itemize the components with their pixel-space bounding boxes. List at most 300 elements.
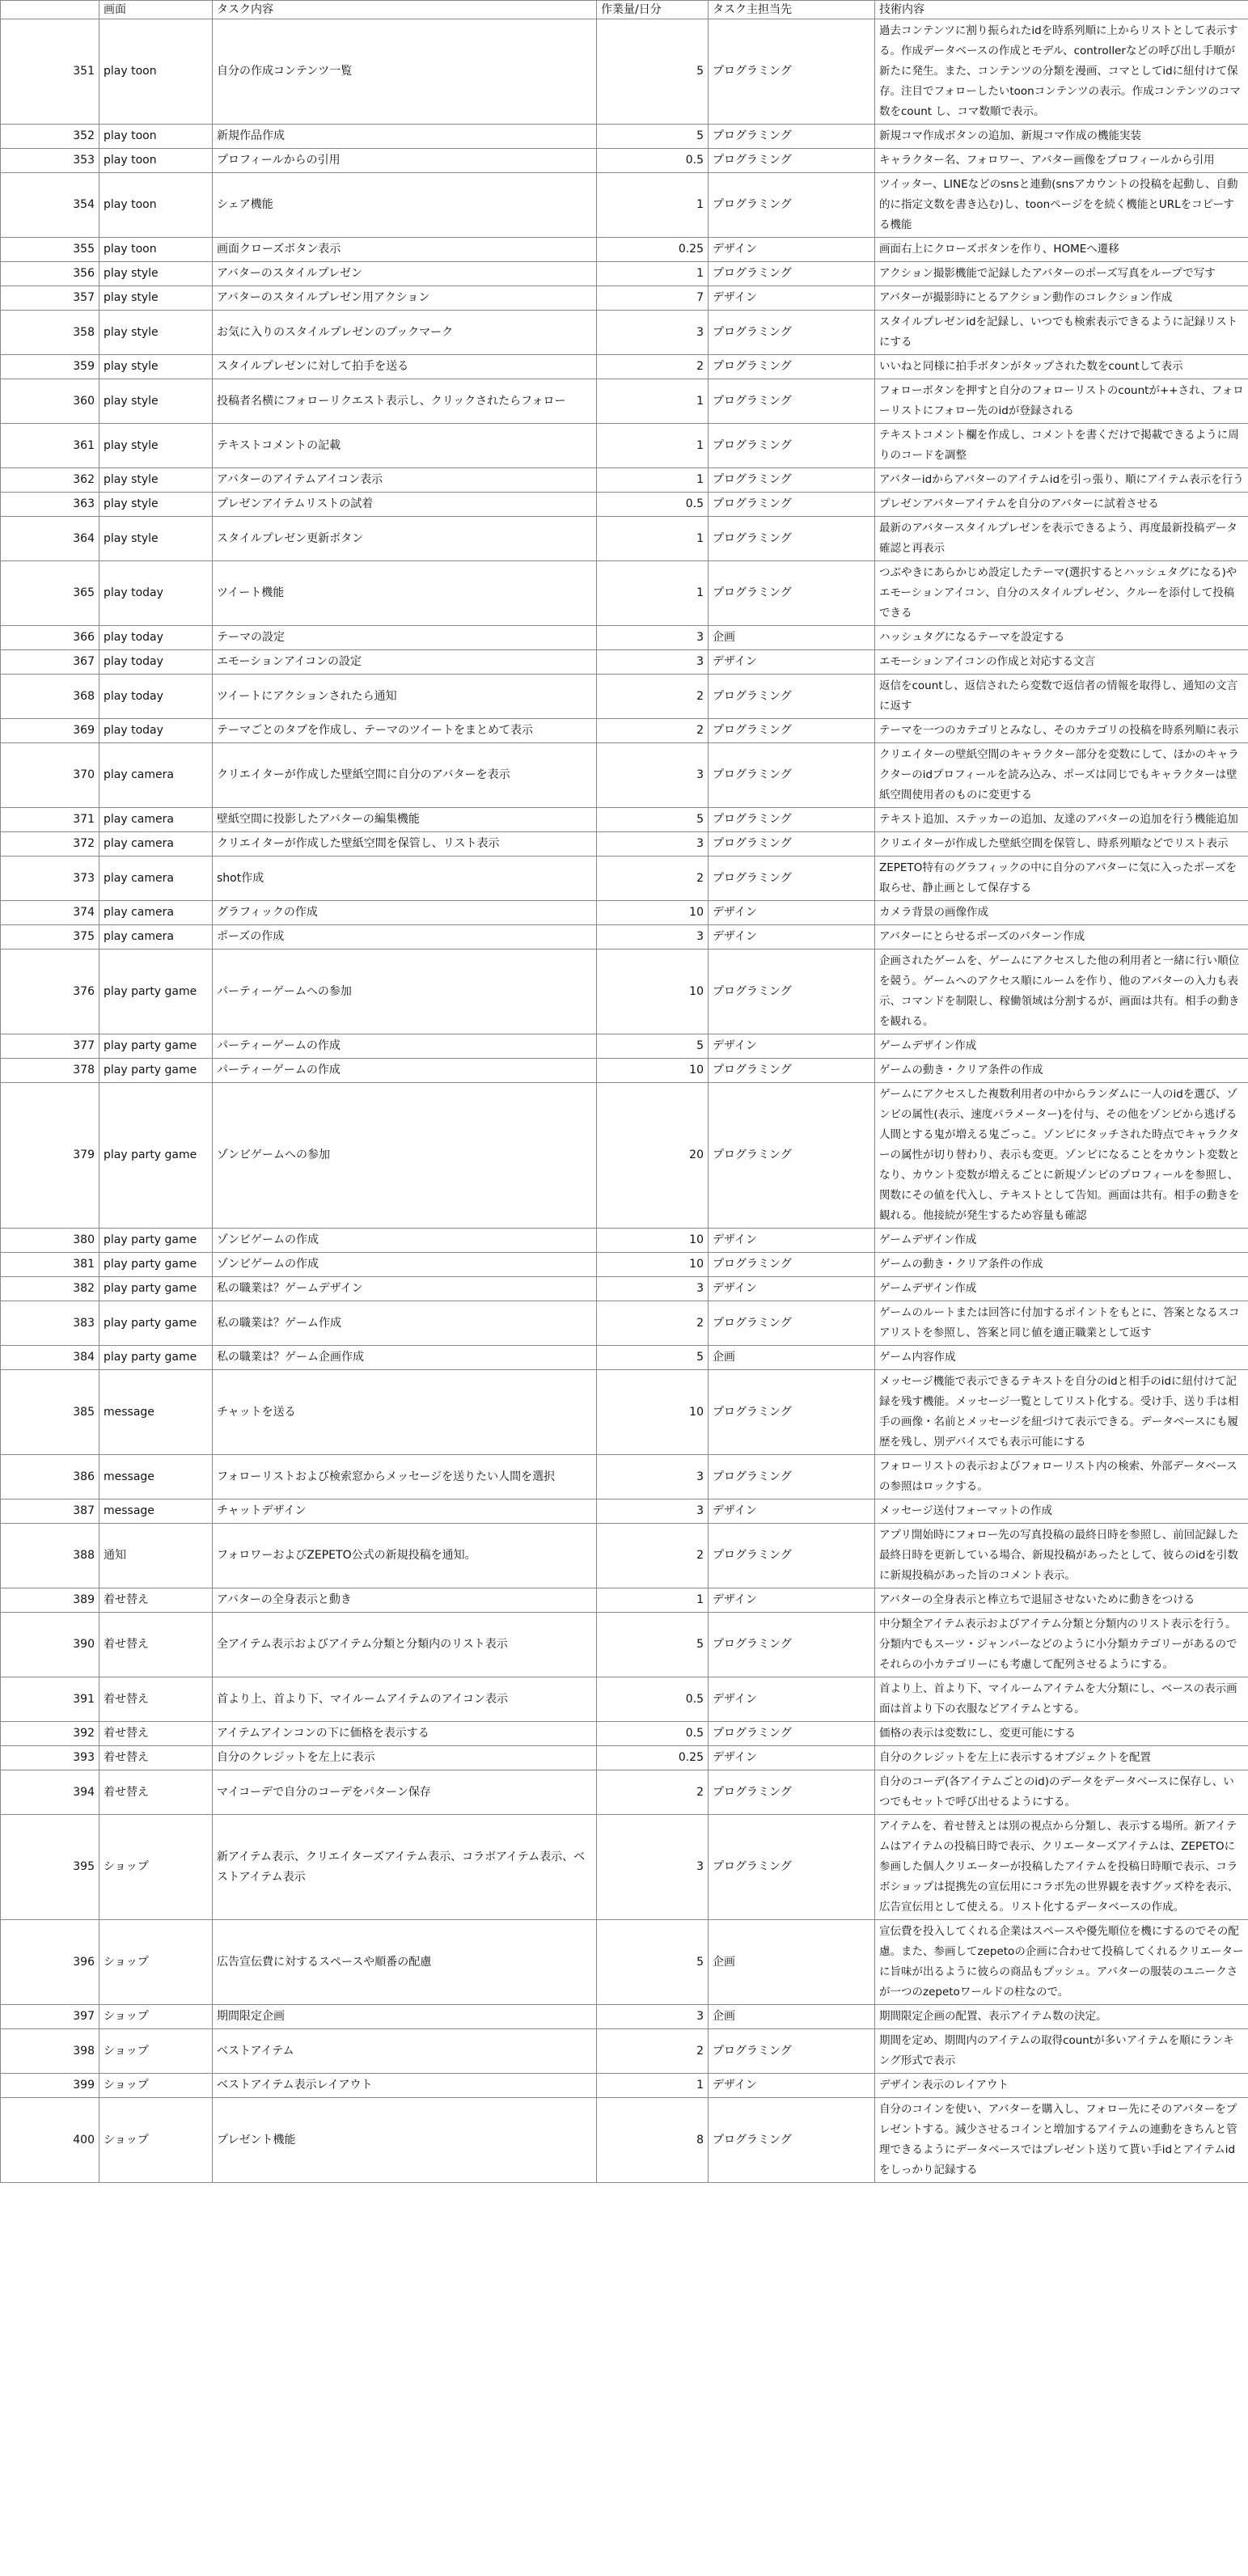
- cell-tech[interactable]: アバターが撮影時にとるアクション動作のコレクション作成: [875, 286, 1248, 311]
- cell-task[interactable]: ベストアイテム: [213, 2029, 597, 2074]
- cell-owner[interactable]: プログラミング: [709, 1524, 875, 1588]
- header-screen[interactable]: 画面: [99, 1, 213, 19]
- cell-screen[interactable]: play style: [99, 262, 213, 286]
- cell-screen[interactable]: play party game: [99, 1346, 213, 1370]
- cell-tech[interactable]: 価格の表示は変数にし、変更可能にする: [875, 1722, 1248, 1746]
- cell-volume[interactable]: 2: [597, 1770, 709, 1815]
- cell-tech[interactable]: 自分のコーデ(各アイテムごとのid)のデータをデータベースに保存し、いつでもセットで呼び出せるようにする。: [875, 1770, 1248, 1815]
- cell-volume[interactable]: 3: [597, 925, 709, 950]
- cell-task[interactable]: チャットデザイン: [213, 1499, 597, 1524]
- cell-task[interactable]: シェア機能: [213, 173, 597, 238]
- cell-owner[interactable]: プログラミング: [709, 675, 875, 719]
- cell-volume[interactable]: 3: [597, 1499, 709, 1524]
- cell-row-number[interactable]: 355: [1, 238, 99, 262]
- cell-row-number[interactable]: 375: [1, 925, 99, 950]
- cell-volume[interactable]: 0.5: [597, 1722, 709, 1746]
- cell-task[interactable]: 広告宣伝費に対するスペースや順番の配慮: [213, 1920, 597, 2005]
- cell-screen[interactable]: ショップ: [99, 2029, 213, 2074]
- cell-owner[interactable]: プログラミング: [709, 424, 875, 468]
- cell-owner[interactable]: プログラミング: [709, 1059, 875, 1083]
- cell-screen[interactable]: play today: [99, 626, 213, 650]
- header-tech[interactable]: 技術内容: [875, 1, 1248, 19]
- cell-task[interactable]: ゾンビゲームの作成: [213, 1229, 597, 1253]
- cell-volume[interactable]: 1: [597, 173, 709, 238]
- cell-owner[interactable]: デザイン: [709, 2074, 875, 2098]
- cell-tech[interactable]: 過去コンテンツに割り振られたidを時系列順に上からリストとして表示する。作成データベースの作成とモデル、controllerなどの呼び出し手順が新たに発生。また、コンテンツの分類を漫画、コマとしてidに紐付けて保存。注目でフォローしたいtoonコンテンツの表示。作成コンテンツのコマ数をcount し、コマ数順で表示。: [875, 19, 1248, 125]
- cell-volume[interactable]: 1: [597, 262, 709, 286]
- cell-row-number[interactable]: 363: [1, 493, 99, 517]
- cell-owner[interactable]: プログラミング: [709, 950, 875, 1034]
- cell-volume[interactable]: 3: [597, 1277, 709, 1301]
- cell-task[interactable]: パーティーゲームの作成: [213, 1034, 597, 1059]
- cell-volume[interactable]: 7: [597, 286, 709, 311]
- cell-tech[interactable]: テキスト追加、ステッカーの追加、友達のアバターの追加を行う機能追加: [875, 808, 1248, 832]
- cell-task[interactable]: ベストアイテム表示レイアウト: [213, 2074, 597, 2098]
- cell-task[interactable]: ポーズの作成: [213, 925, 597, 950]
- cell-owner[interactable]: デザイン: [709, 286, 875, 311]
- cell-tech[interactable]: テーマを一つのカテゴリとみなし、そのカテゴリの投稿を時系列順に表示: [875, 719, 1248, 743]
- cell-tech[interactable]: アバターidからアバターのアイテムidを引っ張り、順にアイテム表示を行う: [875, 468, 1248, 493]
- cell-tech[interactable]: 最新のアバタースタイルプレゼンを表示できるよう、再度最新投稿データ確認と再表示: [875, 517, 1248, 561]
- cell-screen[interactable]: play toon: [99, 125, 213, 149]
- cell-owner[interactable]: プログラミング: [709, 1370, 875, 1455]
- cell-tech[interactable]: メッセージ送付フォーマットの作成: [875, 1499, 1248, 1524]
- cell-tech[interactable]: 首より上、首より下、マイルームアイテムを大分類にし、ベースの表示画面は首より下の衣服などアイテムとする。: [875, 1677, 1248, 1722]
- cell-owner[interactable]: プログラミング: [709, 1815, 875, 1920]
- cell-owner[interactable]: プログラミング: [709, 493, 875, 517]
- cell-volume[interactable]: 5: [597, 1346, 709, 1370]
- cell-volume[interactable]: 2: [597, 1301, 709, 1346]
- cell-row-number[interactable]: 396: [1, 1920, 99, 2005]
- cell-volume[interactable]: 3: [597, 311, 709, 355]
- cell-row-number[interactable]: 388: [1, 1524, 99, 1588]
- cell-screen[interactable]: 着せ替え: [99, 1677, 213, 1722]
- cell-row-number[interactable]: 361: [1, 424, 99, 468]
- cell-tech[interactable]: デザイン表示のレイアウト: [875, 2074, 1248, 2098]
- cell-screen[interactable]: play style: [99, 311, 213, 355]
- cell-row-number[interactable]: 359: [1, 355, 99, 379]
- cell-volume[interactable]: 5: [597, 125, 709, 149]
- cell-row-number[interactable]: 378: [1, 1059, 99, 1083]
- cell-screen[interactable]: play today: [99, 650, 213, 675]
- cell-row-number[interactable]: 354: [1, 173, 99, 238]
- cell-volume[interactable]: 10: [597, 1059, 709, 1083]
- cell-owner[interactable]: プログラミング: [709, 808, 875, 832]
- cell-task[interactable]: ゾンビゲームへの参加: [213, 1083, 597, 1229]
- cell-owner[interactable]: プログラミング: [709, 1613, 875, 1677]
- cell-owner[interactable]: プログラミング: [709, 517, 875, 561]
- cell-owner[interactable]: プログラミング: [709, 149, 875, 173]
- cell-screen[interactable]: message: [99, 1499, 213, 1524]
- cell-task[interactable]: 画面クローズボタン表示: [213, 238, 597, 262]
- cell-screen[interactable]: play camera: [99, 925, 213, 950]
- cell-tech[interactable]: ゲーム内容作成: [875, 1346, 1248, 1370]
- cell-volume[interactable]: 10: [597, 901, 709, 925]
- cell-task[interactable]: マイコーデで自分のコーデをパターン保存: [213, 1770, 597, 1815]
- cell-row-number[interactable]: 380: [1, 1229, 99, 1253]
- cell-row-number[interactable]: 389: [1, 1588, 99, 1613]
- cell-tech[interactable]: ゲームデザイン作成: [875, 1277, 1248, 1301]
- cell-screen[interactable]: 着せ替え: [99, 1722, 213, 1746]
- cell-screen[interactable]: play camera: [99, 832, 213, 857]
- cell-row-number[interactable]: 379: [1, 1083, 99, 1229]
- cell-owner[interactable]: プログラミング: [709, 719, 875, 743]
- cell-screen[interactable]: message: [99, 1455, 213, 1499]
- cell-owner[interactable]: 企画: [709, 626, 875, 650]
- cell-task[interactable]: プロフィールからの引用: [213, 149, 597, 173]
- cell-screen[interactable]: 着せ替え: [99, 1770, 213, 1815]
- cell-row-number[interactable]: 358: [1, 311, 99, 355]
- cell-volume[interactable]: 20: [597, 1083, 709, 1229]
- cell-screen[interactable]: play party game: [99, 1301, 213, 1346]
- cell-volume[interactable]: 5: [597, 1034, 709, 1059]
- cell-screen[interactable]: play today: [99, 719, 213, 743]
- cell-screen[interactable]: play camera: [99, 743, 213, 808]
- cell-volume[interactable]: 2: [597, 857, 709, 901]
- cell-screen[interactable]: play today: [99, 675, 213, 719]
- cell-volume[interactable]: 5: [597, 19, 709, 125]
- cell-volume[interactable]: 3: [597, 1815, 709, 1920]
- cell-tech[interactable]: ゲームのルートまたは回答に付加するポイントをもとに、答案となるスコアリストを参照し、答案と同じ値を適正職業として返す: [875, 1301, 1248, 1346]
- cell-row-number[interactable]: 397: [1, 2005, 99, 2029]
- cell-owner[interactable]: プログラミング: [709, 1722, 875, 1746]
- cell-screen[interactable]: play party game: [99, 1277, 213, 1301]
- cell-task[interactable]: 期間限定企画: [213, 2005, 597, 2029]
- cell-row-number[interactable]: 382: [1, 1277, 99, 1301]
- cell-task[interactable]: アイテムアインコンの下に価格を表示する: [213, 1722, 597, 1746]
- cell-task[interactable]: クリエイターが作成した壁紙空間に自分のアバターを表示: [213, 743, 597, 808]
- cell-owner[interactable]: 企画: [709, 1920, 875, 2005]
- cell-screen[interactable]: play camera: [99, 808, 213, 832]
- cell-screen[interactable]: ショップ: [99, 2005, 213, 2029]
- cell-owner[interactable]: デザイン: [709, 1677, 875, 1722]
- cell-owner[interactable]: デザイン: [709, 1746, 875, 1770]
- cell-screen[interactable]: play style: [99, 493, 213, 517]
- cell-tech[interactable]: いいねと同様に拍手ボタンがタップされた数をcountして表示: [875, 355, 1248, 379]
- cell-screen[interactable]: play today: [99, 561, 213, 626]
- cell-volume[interactable]: 1: [597, 379, 709, 424]
- cell-task[interactable]: 首より上、首より下、マイルームアイテムのアイコン表示: [213, 1677, 597, 1722]
- cell-row-number[interactable]: 356: [1, 262, 99, 286]
- cell-tech[interactable]: ゲームデザイン作成: [875, 1229, 1248, 1253]
- cell-volume[interactable]: 2: [597, 1524, 709, 1588]
- cell-tech[interactable]: ゲームデザイン作成: [875, 1034, 1248, 1059]
- cell-row-number[interactable]: 371: [1, 808, 99, 832]
- cell-volume[interactable]: 3: [597, 2005, 709, 2029]
- cell-owner[interactable]: プログラミング: [709, 1083, 875, 1229]
- cell-task[interactable]: 新規作品作成: [213, 125, 597, 149]
- cell-volume[interactable]: 3: [597, 743, 709, 808]
- cell-task[interactable]: スタイルプレゼン更新ボタン: [213, 517, 597, 561]
- cell-task[interactable]: プレゼント機能: [213, 2098, 597, 2183]
- cell-volume[interactable]: 3: [597, 626, 709, 650]
- cell-volume[interactable]: 1: [597, 1588, 709, 1613]
- cell-owner[interactable]: デザイン: [709, 901, 875, 925]
- cell-tech[interactable]: カメラ背景の画像作成: [875, 901, 1248, 925]
- cell-volume[interactable]: 5: [597, 1920, 709, 2005]
- cell-task[interactable]: テーマごとのタブを作成し、テーマのツイートをまとめて表示: [213, 719, 597, 743]
- cell-row-number[interactable]: 373: [1, 857, 99, 901]
- cell-task[interactable]: 私の職業は？ゲーム企画作成: [213, 1346, 597, 1370]
- cell-volume[interactable]: 1: [597, 517, 709, 561]
- cell-volume[interactable]: 3: [597, 1455, 709, 1499]
- cell-volume[interactable]: 1: [597, 561, 709, 626]
- cell-owner[interactable]: デザイン: [709, 1277, 875, 1301]
- cell-screen[interactable]: 着せ替え: [99, 1746, 213, 1770]
- cell-tech[interactable]: メッセージ機能で表示できるテキストを自分のidと相手のidに紐付けて記録を残す機能。メッセージ一覧としてリスト化する。受け手、送り手は相手の画像・名前とメッセージを紐づけて表示できる。データベースにも履歴を残し、別デバイスでも表示可能にする: [875, 1370, 1248, 1455]
- cell-task[interactable]: クリエイターが作成した壁紙空間を保管し、リスト表示: [213, 832, 597, 857]
- cell-screen[interactable]: 通知: [99, 1524, 213, 1588]
- cell-volume[interactable]: 3: [597, 650, 709, 675]
- cell-owner[interactable]: プログラミング: [709, 19, 875, 125]
- cell-tech[interactable]: 期間を定め、期間内のアイテムの取得countが多いアイテムを順にランキング形式で表示: [875, 2029, 1248, 2074]
- cell-row-number[interactable]: 385: [1, 1370, 99, 1455]
- cell-task[interactable]: 私の職業は？ゲーム作成: [213, 1301, 597, 1346]
- cell-tech[interactable]: 中分類全アイテム表示およびアイテム分類と分類内のリスト表示を行う。分類内でもスーツ・ジャンパーなどのように小分類カテゴリーがあるのでそれらの小カテゴリーにも考慮して配列させるようにする。: [875, 1613, 1248, 1677]
- cell-owner[interactable]: プログラミング: [709, 2029, 875, 2074]
- cell-owner[interactable]: デザイン: [709, 1499, 875, 1524]
- cell-row-number[interactable]: 386: [1, 1455, 99, 1499]
- cell-task[interactable]: フォローリストおよび検索窓からメッセージを送りたい人間を選択: [213, 1455, 597, 1499]
- cell-volume[interactable]: 5: [597, 1613, 709, 1677]
- cell-tech[interactable]: 期間限定企画の配置、表示アイテム数の決定。: [875, 2005, 1248, 2029]
- cell-screen[interactable]: play party game: [99, 1253, 213, 1277]
- cell-task[interactable]: 投稿者名横にフォローリクエスト表示し、クリックされたらフォロー: [213, 379, 597, 424]
- cell-task[interactable]: ゾンビゲームの作成: [213, 1253, 597, 1277]
- cell-screen[interactable]: ショップ: [99, 2098, 213, 2183]
- cell-row-number[interactable]: 369: [1, 719, 99, 743]
- cell-row-number[interactable]: 352: [1, 125, 99, 149]
- cell-owner[interactable]: 企画: [709, 1346, 875, 1370]
- cell-task[interactable]: パーティーゲームへの参加: [213, 950, 597, 1034]
- cell-volume[interactable]: 10: [597, 1370, 709, 1455]
- cell-task[interactable]: 新アイテム表示、クリエイターズアイテム表示、コラボアイテム表示、ベストアイテム表示: [213, 1815, 597, 1920]
- cell-task[interactable]: アバターのスタイルプレゼン: [213, 262, 597, 286]
- cell-tech[interactable]: つぶやきにあらかじめ設定したテーマ(選択するとハッシュタグになる)やエモーションアイコン、自分のスタイルプレゼン、クルーを添付して投稿できる: [875, 561, 1248, 626]
- cell-tech[interactable]: ZEPETO特有のグラフィックの中に自分のアバターに気に入ったポーズを取らせ、静止画として保存する: [875, 857, 1248, 901]
- cell-volume[interactable]: 1: [597, 424, 709, 468]
- cell-screen[interactable]: play toon: [99, 173, 213, 238]
- cell-task[interactable]: 全アイテム表示およびアイテム分類と分類内のリスト表示: [213, 1613, 597, 1677]
- cell-row-number[interactable]: 399: [1, 2074, 99, 2098]
- cell-row-number[interactable]: 372: [1, 832, 99, 857]
- cell-row-number[interactable]: 398: [1, 2029, 99, 2074]
- cell-row-number[interactable]: 391: [1, 1677, 99, 1722]
- cell-screen[interactable]: play party game: [99, 1083, 213, 1229]
- cell-tech[interactable]: 企画されたゲームを、ゲームにアクセスした他の利用者と一緒に行い順位を競う。ゲームへのアクセス順にルームを作り、他のアバターの入力も表示、コマンドを制限し、稼働領域は分割するが、画面は共有。相手の動きを観れる。: [875, 950, 1248, 1034]
- cell-volume[interactable]: 5: [597, 808, 709, 832]
- cell-screen[interactable]: play camera: [99, 901, 213, 925]
- cell-tech[interactable]: 画面右上にクローズボタンを作り、HOMEへ遷移: [875, 238, 1248, 262]
- cell-screen[interactable]: play toon: [99, 149, 213, 173]
- cell-tech[interactable]: ゲームの動き・クリア条件の作成: [875, 1059, 1248, 1083]
- cell-task[interactable]: プレゼンアイテムリストの試着: [213, 493, 597, 517]
- cell-screen[interactable]: ショップ: [99, 1920, 213, 2005]
- header-volume[interactable]: 作業量/日分: [597, 1, 709, 19]
- cell-row-number[interactable]: 368: [1, 675, 99, 719]
- cell-row-number[interactable]: 377: [1, 1034, 99, 1059]
- cell-tech[interactable]: ゲームの動き・クリア条件の作成: [875, 1253, 1248, 1277]
- cell-row-number[interactable]: 362: [1, 468, 99, 493]
- cell-row-number[interactable]: 384: [1, 1346, 99, 1370]
- cell-screen[interactable]: play style: [99, 517, 213, 561]
- cell-tech[interactable]: 自分のコインを使い、アバターを購入し、フォロー先にそのアバターをプレゼントする。減少させるコインと増加するアイテムの連動をきちんと管理できるようにデータベースではプレゼント送りて貰い手idとアイテムidをしっかり記録する: [875, 2098, 1248, 2183]
- cell-row-number[interactable]: 381: [1, 1253, 99, 1277]
- cell-owner[interactable]: プログラミング: [709, 125, 875, 149]
- cell-row-number[interactable]: 367: [1, 650, 99, 675]
- cell-volume[interactable]: 1: [597, 468, 709, 493]
- cell-tech[interactable]: エモーションアイコンの作成と対応する文言: [875, 650, 1248, 675]
- cell-volume[interactable]: 10: [597, 1229, 709, 1253]
- cell-tech[interactable]: 返信をcountし、返信されたら変数で返信者の情報を取得し、通知の文言に返す: [875, 675, 1248, 719]
- cell-screen[interactable]: play style: [99, 286, 213, 311]
- cell-owner[interactable]: プログラミング: [709, 1455, 875, 1499]
- cell-volume[interactable]: 2: [597, 675, 709, 719]
- cell-row-number[interactable]: 357: [1, 286, 99, 311]
- cell-owner[interactable]: プログラミング: [709, 1253, 875, 1277]
- cell-tech[interactable]: ゲームにアクセスした複数利用者の中からランダムに一人のidを選び、ゾンビの属性(表示、速度パラメーター)を付与、その他をゾンビから逃げる人間とする鬼が増える鬼ごっこ。ゾンビにタッチされた時点でキャラクターの属性が切り替わり、表示も変更。ゾンビになることをカウント変数となり、カウント変数が増えるごとに新規ゾンビのプロフィールを参照し、関数にその値を代入し、テキストとして告知。画面は共有。相手の動きを観れる。他接続が発生するため容量も確認: [875, 1083, 1248, 1229]
- cell-screen[interactable]: play toon: [99, 19, 213, 125]
- cell-row-number[interactable]: 360: [1, 379, 99, 424]
- cell-owner[interactable]: デザイン: [709, 238, 875, 262]
- cell-owner[interactable]: デザイン: [709, 1588, 875, 1613]
- cell-row-number[interactable]: 400: [1, 2098, 99, 2183]
- cell-row-number[interactable]: 353: [1, 149, 99, 173]
- cell-screen[interactable]: 着せ替え: [99, 1613, 213, 1677]
- cell-task[interactable]: shot作成: [213, 857, 597, 901]
- cell-volume[interactable]: 0.25: [597, 238, 709, 262]
- cell-tech[interactable]: テキストコメント欄を作成し、コメントを書くだけで掲載できるように周りのコードを調整: [875, 424, 1248, 468]
- header-row-number[interactable]: [1, 1, 99, 19]
- cell-owner[interactable]: プログラミング: [709, 173, 875, 238]
- cell-owner[interactable]: プログラミング: [709, 2098, 875, 2183]
- cell-owner[interactable]: デザイン: [709, 650, 875, 675]
- cell-screen[interactable]: play party game: [99, 950, 213, 1034]
- header-task[interactable]: タスク内容: [213, 1, 597, 19]
- cell-screen[interactable]: play toon: [99, 238, 213, 262]
- cell-task[interactable]: アバターのスタイルプレゼン用アクション: [213, 286, 597, 311]
- cell-row-number[interactable]: 376: [1, 950, 99, 1034]
- cell-task[interactable]: テキストコメントの記載: [213, 424, 597, 468]
- cell-task[interactable]: アバターの全身表示と動き: [213, 1588, 597, 1613]
- cell-tech[interactable]: アイテムを、着せ替えとは別の視点から分類し、表示する場所。新アイテムはアイテムの投稿日時で表示、クリエーターズアイテムは、ZEPETOに参画した個人クリエーターが投稿したアイテムを投稿日時順で表示、コラボショップは提携先の宣伝用にコラボ先の世界観を表すグッズ枠を表示、広告宣伝用として使える。リスト化するデータベースの作成。: [875, 1815, 1248, 1920]
- cell-tech[interactable]: アバターの全身表示と棒立ちで退屈させないために動きをつける: [875, 1588, 1248, 1613]
- cell-volume[interactable]: 0.5: [597, 149, 709, 173]
- cell-owner[interactable]: プログラミング: [709, 262, 875, 286]
- cell-volume[interactable]: 2: [597, 355, 709, 379]
- cell-row-number[interactable]: 383: [1, 1301, 99, 1346]
- cell-row-number[interactable]: 366: [1, 626, 99, 650]
- cell-owner[interactable]: プログラミング: [709, 832, 875, 857]
- cell-tech[interactable]: 自分のクレジットを左上に表示するオブジェクトを配置: [875, 1746, 1248, 1770]
- cell-screen[interactable]: message: [99, 1370, 213, 1455]
- cell-tech[interactable]: アプリ開始時にフォロー先の写真投稿の最終日時を参照し、前回記録した最終日時を更新している場合、新規投稿があったとして、彼らのidを引数に新規投稿があった旨のコメント表示。: [875, 1524, 1248, 1588]
- cell-owner[interactable]: プログラミング: [709, 379, 875, 424]
- cell-screen[interactable]: play party game: [99, 1034, 213, 1059]
- cell-tech[interactable]: クリエイターが作成した壁紙空間を保管し、時系列順などでリスト表示: [875, 832, 1248, 857]
- cell-screen[interactable]: play style: [99, 355, 213, 379]
- cell-task[interactable]: スタイルプレゼンに対して拍手を送る: [213, 355, 597, 379]
- cell-tech[interactable]: スタイルプレゼンidを記録し、いつでも検索表示できるように記録リストにする: [875, 311, 1248, 355]
- cell-task[interactable]: ツイートにアクションされたら通知: [213, 675, 597, 719]
- cell-volume[interactable]: 10: [597, 1253, 709, 1277]
- cell-row-number[interactable]: 393: [1, 1746, 99, 1770]
- cell-task[interactable]: 壁紙空間に投影したアバターの編集機能: [213, 808, 597, 832]
- cell-task[interactable]: お気に入りのスタイルプレゼンのブックマーク: [213, 311, 597, 355]
- cell-volume[interactable]: 1: [597, 2074, 709, 2098]
- cell-screen[interactable]: play style: [99, 379, 213, 424]
- cell-owner[interactable]: プログラミング: [709, 857, 875, 901]
- cell-row-number[interactable]: 374: [1, 901, 99, 925]
- cell-owner[interactable]: デザイン: [709, 1229, 875, 1253]
- cell-tech[interactable]: クリエイターの壁紙空間のキャラクター部分を変数にして、ほかのキャラクターのidプロフィールを読み込み、ポーズは同じでもキャラクターは壁紙空間使用者のものに変更する: [875, 743, 1248, 808]
- cell-tech[interactable]: ツイッター、LINEなどのsnsと連動(snsアカウントの投稿を起動し、自動的に指定文数を書き込む)し、toonページをを続く機能とURLをコピーする機能: [875, 173, 1248, 238]
- cell-tech[interactable]: フォローボタンを押すと自分のフォローリストのcountが++され、フォローリストにフォロー先のidが登録される: [875, 379, 1248, 424]
- cell-screen[interactable]: play camera: [99, 857, 213, 901]
- cell-task[interactable]: フォロワーおよびZEPETO公式の新規投稿を通知。: [213, 1524, 597, 1588]
- cell-row-number[interactable]: 394: [1, 1770, 99, 1815]
- cell-task[interactable]: グラフィックの作成: [213, 901, 597, 925]
- cell-tech[interactable]: フォローリストの表示およびフォローリスト内の検索、外部データベースの参照はロックする。: [875, 1455, 1248, 1499]
- cell-screen[interactable]: 着せ替え: [99, 1588, 213, 1613]
- cell-volume[interactable]: 0.25: [597, 1746, 709, 1770]
- cell-tech[interactable]: キャラクター名、フォロワー、アバター画像をプロフィールから引用: [875, 149, 1248, 173]
- cell-screen[interactable]: ショップ: [99, 1815, 213, 1920]
- cell-owner[interactable]: デザイン: [709, 1034, 875, 1059]
- cell-task[interactable]: エモーションアイコンの設定: [213, 650, 597, 675]
- cell-task[interactable]: ツイート機能: [213, 561, 597, 626]
- header-owner[interactable]: タスク主担当先: [709, 1, 875, 19]
- cell-row-number[interactable]: 390: [1, 1613, 99, 1677]
- cell-screen[interactable]: play party game: [99, 1229, 213, 1253]
- cell-volume[interactable]: 10: [597, 950, 709, 1034]
- cell-task[interactable]: アバターのアイテムアイコン表示: [213, 468, 597, 493]
- cell-screen[interactable]: ショップ: [99, 2074, 213, 2098]
- cell-owner[interactable]: 企画: [709, 2005, 875, 2029]
- cell-tech[interactable]: ハッシュタグになるテーマを設定する: [875, 626, 1248, 650]
- cell-volume[interactable]: 2: [597, 2029, 709, 2074]
- cell-task[interactable]: パーティーゲームの作成: [213, 1059, 597, 1083]
- cell-row-number[interactable]: 370: [1, 743, 99, 808]
- cell-owner[interactable]: プログラミング: [709, 743, 875, 808]
- cell-task[interactable]: 私の職業は？ゲームデザイン: [213, 1277, 597, 1301]
- cell-owner[interactable]: プログラミング: [709, 311, 875, 355]
- cell-owner[interactable]: デザイン: [709, 925, 875, 950]
- cell-tech[interactable]: アクション撮影機能で記録したアバターのポーズ写真をループで写す: [875, 262, 1248, 286]
- cell-screen[interactable]: play style: [99, 424, 213, 468]
- cell-row-number[interactable]: 395: [1, 1815, 99, 1920]
- cell-tech[interactable]: 新規コマ作成ボタンの追加、新規コマ作成の機能実装: [875, 125, 1248, 149]
- cell-row-number[interactable]: 392: [1, 1722, 99, 1746]
- cell-owner[interactable]: プログラミング: [709, 1770, 875, 1815]
- cell-row-number[interactable]: 387: [1, 1499, 99, 1524]
- cell-volume[interactable]: 2: [597, 719, 709, 743]
- cell-volume[interactable]: 8: [597, 2098, 709, 2183]
- cell-task[interactable]: 自分の作成コンテンツ一覧: [213, 19, 597, 125]
- cell-screen[interactable]: play party game: [99, 1059, 213, 1083]
- cell-owner[interactable]: プログラミング: [709, 1301, 875, 1346]
- cell-row-number[interactable]: 364: [1, 517, 99, 561]
- cell-tech[interactable]: プレゼンアバターアイテムを自分のアバターに試着させる: [875, 493, 1248, 517]
- cell-task[interactable]: 自分のクレジットを左上に表示: [213, 1746, 597, 1770]
- cell-volume[interactable]: 0.5: [597, 493, 709, 517]
- cell-tech[interactable]: 宣伝費を投入してくれる企業はスペースや優先順位を機にするのでその配慮。また、参画してzepetoの企画に合わせて投稿してくれるクリエーターに旨味が出るように彼らの商品もプッシュ。アバターの服装のユニークさが一つのzepetoワールドの柱なので。: [875, 1920, 1248, 2005]
- cell-owner[interactable]: プログラミング: [709, 561, 875, 626]
- cell-tech[interactable]: アバターにとらせるポーズのパターン作成: [875, 925, 1248, 950]
- cell-task[interactable]: テーマの設定: [213, 626, 597, 650]
- cell-row-number[interactable]: 365: [1, 561, 99, 626]
- cell-owner[interactable]: プログラミング: [709, 355, 875, 379]
